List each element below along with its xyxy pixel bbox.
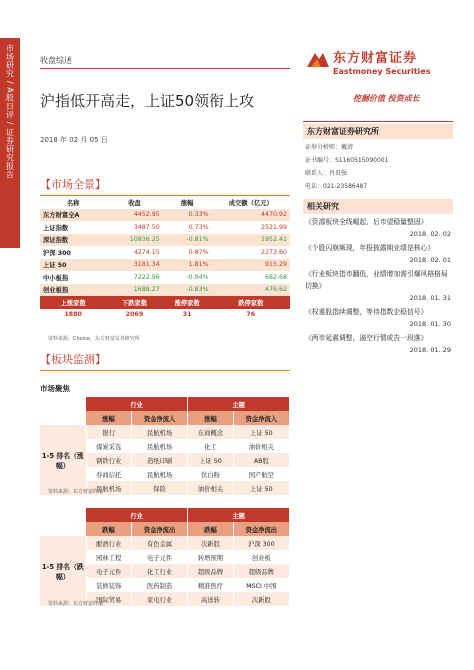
right-divider: [303, 121, 453, 122]
cell: 油价相关: [233, 439, 289, 453]
index-change: 0.87%: [163, 246, 212, 259]
index-change: -0.81%: [163, 234, 212, 247]
analyst-cert: 证书编号：S1160515090001: [305, 157, 389, 164]
table-row: [40, 221, 290, 234]
index-close: 3181.34: [106, 259, 162, 272]
market-table-header: [40, 196, 290, 209]
cell: 油价相关: [188, 481, 233, 495]
limit-down-label: 跌停家数: [212, 296, 290, 309]
logo-name-en: Eastmoney Securities: [333, 67, 431, 76]
breadth-values-row: [40, 309, 290, 322]
index-turnover: 1952.41: [212, 234, 290, 247]
related-item[interactable]: 《权重股指续调整，等待指数企稳信号》: [305, 308, 428, 316]
breadth-labels-row: [40, 296, 290, 309]
cell: AB股: [233, 453, 289, 467]
index-name: 创业板指: [40, 284, 106, 297]
block-section-heading: 【板块监测】: [40, 351, 290, 371]
cell: 超级品牌: [188, 564, 233, 578]
col-close: 收盘: [106, 196, 162, 209]
cell: 上证 50: [233, 481, 289, 495]
col-outflow: 资金净流出: [233, 522, 289, 536]
table-row: [40, 209, 290, 222]
index-turnover: 4470.92: [212, 209, 290, 222]
decliners-value: 2069: [106, 309, 162, 322]
table-row: [40, 425, 290, 439]
index-name: 沪深 300: [40, 246, 106, 259]
company-logo: [305, 45, 445, 93]
index-close: 4274.15: [106, 246, 162, 259]
cell: 沪深 300: [233, 536, 289, 550]
col-decline: 跌幅: [188, 522, 233, 536]
limit-down-value: 76: [212, 309, 290, 322]
sidebar-vertical-label: 市场研究 / A股日评 / 证券研究报告: [0, 38, 20, 248]
cell: 电子元件: [86, 564, 131, 578]
index-turnover: 2521.99: [212, 221, 290, 234]
index-close: 4452.95: [106, 209, 162, 222]
cell: 转增预期: [188, 550, 233, 564]
cell: 化工行业: [131, 564, 187, 578]
block-heading-text: 板块监测: [51, 353, 95, 366]
cell: 钢铁行业: [86, 453, 131, 467]
table-group-header: [40, 508, 290, 522]
table-row: [40, 284, 290, 297]
index-name: 东方财富全A: [40, 209, 106, 222]
cell: 东商概念: [188, 425, 233, 439]
index-turnover: 915.29: [212, 259, 290, 272]
report-title: 沪指低开高走，上证50领衔上攻: [40, 92, 255, 110]
cell: 装修装饰: [86, 578, 131, 592]
cell: 民航机场: [86, 481, 131, 495]
report-date: 2018 年 02 月 05 日: [40, 136, 108, 144]
gainers-source-note: 资料来源：东方财富终端: [48, 489, 104, 495]
index-close: 3487.50: [106, 221, 162, 234]
cell: 民航机场: [131, 425, 187, 439]
blank-cell: [40, 397, 86, 411]
advancers-label: 上涨家数: [40, 296, 106, 309]
related-item-date: 2018. 02. 01: [409, 256, 451, 264]
cell: 民航机场: [131, 439, 187, 453]
col-inflow: 资金净流入: [233, 411, 289, 425]
industry-header: 行业: [86, 397, 188, 411]
analyst-info: [305, 141, 388, 193]
cell: 国际贸易: [86, 592, 131, 606]
table-col-header: [40, 522, 290, 536]
blank-cell: [40, 508, 86, 522]
top-divider: [40, 68, 290, 69]
market-table: [40, 196, 290, 321]
rank-label: 1-5 排名（跌幅）: [40, 536, 86, 606]
related-item-date: 2018. 01. 31: [409, 294, 451, 302]
cell: 保险: [131, 481, 187, 495]
cell: 上证 50: [188, 453, 233, 467]
losers-source-note: 资料来源：东方财富终端: [48, 601, 104, 607]
cell: 煤炭采选: [86, 439, 131, 453]
cell: 医药制造: [131, 578, 187, 592]
cell: 国产航空: [233, 467, 289, 481]
contact-phone: 电话：021-23586487: [305, 183, 368, 190]
cell: 民航机场: [131, 467, 187, 481]
cell: 酿酒行业: [86, 536, 131, 550]
index-name: 上证 50: [40, 259, 106, 272]
index-close: 10836.25: [106, 234, 162, 247]
cell: 次新股: [188, 536, 233, 550]
limit-up-label: 涨停家数: [163, 296, 212, 309]
table-row: [40, 536, 290, 550]
theme-header: 主题: [188, 397, 290, 411]
index-turnover: 476.62: [212, 284, 290, 297]
cell: 超级品牌: [233, 564, 289, 578]
logo-mark-icon: [305, 49, 331, 71]
related-item[interactable]: 《两市延震调整，逼空行情或告一段落》: [305, 334, 428, 342]
related-list: [305, 216, 451, 356]
market-heading-text: 市场全景: [51, 178, 95, 191]
gainers-table: [40, 397, 290, 495]
cell: 上证 50: [233, 425, 289, 439]
col-decline: 跌幅: [86, 522, 131, 536]
related-heading: 相关研究: [303, 199, 453, 214]
related-item[interactable]: 《个股闪崩频现，年报披露期业绩是核心》: [305, 244, 435, 252]
col-turnover: 成交额（亿元）: [212, 196, 290, 209]
index-change: -0.83%: [163, 284, 212, 297]
table-col-header: [40, 411, 290, 425]
institute-heading: 东方财富证券研究所: [303, 124, 453, 139]
col-inflow: 资金净流入: [131, 411, 187, 425]
analyst-name: 证券分析师：戴清: [305, 144, 354, 151]
limit-up-value: 31: [163, 309, 212, 322]
cell: 次新股: [233, 592, 289, 606]
index-close: 7222.96: [106, 271, 162, 284]
index-turnover: 682.68: [212, 271, 290, 284]
related-item[interactable]: 《行业板块指市翻低，业绩增加需引爆风格格局切换》: [305, 270, 448, 290]
cell: 钛白粉: [188, 467, 233, 481]
cell: 化工: [188, 439, 233, 453]
col-gain: 涨幅: [86, 411, 131, 425]
market-section-heading: 【市场全景】: [40, 176, 290, 196]
cell: 电子元件: [131, 550, 187, 564]
related-item-date: 2018. 01. 29: [409, 346, 451, 354]
col-change: 涨幅: [163, 196, 212, 209]
decliners-label: 下跌家数: [106, 296, 162, 309]
cell: 银行: [86, 425, 131, 439]
index-change: 0.73%: [163, 221, 212, 234]
rank-label: 1-5 排名（涨幅）: [40, 425, 86, 495]
index-name: 深证指数: [40, 234, 106, 247]
cell: MSCI 中国: [233, 578, 289, 592]
index-change: 1.81%: [163, 259, 212, 272]
report-tag: 收盘综述: [40, 56, 72, 65]
table-row: [40, 271, 290, 284]
logo-slogan: 挖掘价值 投资成长: [353, 94, 420, 103]
table-row: [40, 246, 290, 259]
theme-header: 主题: [188, 508, 290, 522]
cell: 家电行业: [131, 592, 187, 606]
market-focus-subheading: 市场聚焦: [40, 384, 70, 393]
cell: 券商信托: [86, 467, 131, 481]
cell: 创业板: [233, 550, 289, 564]
cell: 有色金属: [131, 536, 187, 550]
cell: 园林工程: [86, 550, 131, 564]
related-item-date: 2018. 01. 30: [409, 320, 451, 328]
logo-name-cn: 东方财富证券: [333, 51, 418, 66]
index-close: 1688.27: [106, 284, 162, 297]
col-gain: 涨幅: [188, 411, 233, 425]
blank-cell: [40, 522, 86, 536]
contact-name: 联系人：肖贵强: [305, 170, 348, 177]
col-outflow: 资金净流出: [131, 522, 187, 536]
industry-header: 行业: [86, 508, 188, 522]
cell: 造纸印刷: [131, 453, 187, 467]
cell: 精准医疗: [188, 578, 233, 592]
index-name: 上证指数: [40, 221, 106, 234]
cell: 高送转: [188, 592, 233, 606]
related-item[interactable]: 《资源板块全线崛起，后市望稳量整固》: [305, 218, 428, 226]
related-item-date: 2018. 02. 02: [409, 230, 451, 238]
losers-table: [40, 508, 290, 606]
col-name: 名称: [40, 196, 106, 209]
table-group-header: [40, 397, 290, 411]
table-row: [40, 234, 290, 247]
blank-cell: [40, 411, 86, 425]
market-source-note: 资料来源：Choice，东方财富证券研究所: [48, 336, 140, 342]
index-turnover: 2173.60: [212, 246, 290, 259]
table-row: [40, 259, 290, 272]
index-change: -0.94%: [163, 271, 212, 284]
index-name: 中小板指: [40, 271, 106, 284]
index-change: 0.33%: [163, 209, 212, 222]
advancers-value: 1880: [40, 309, 106, 322]
